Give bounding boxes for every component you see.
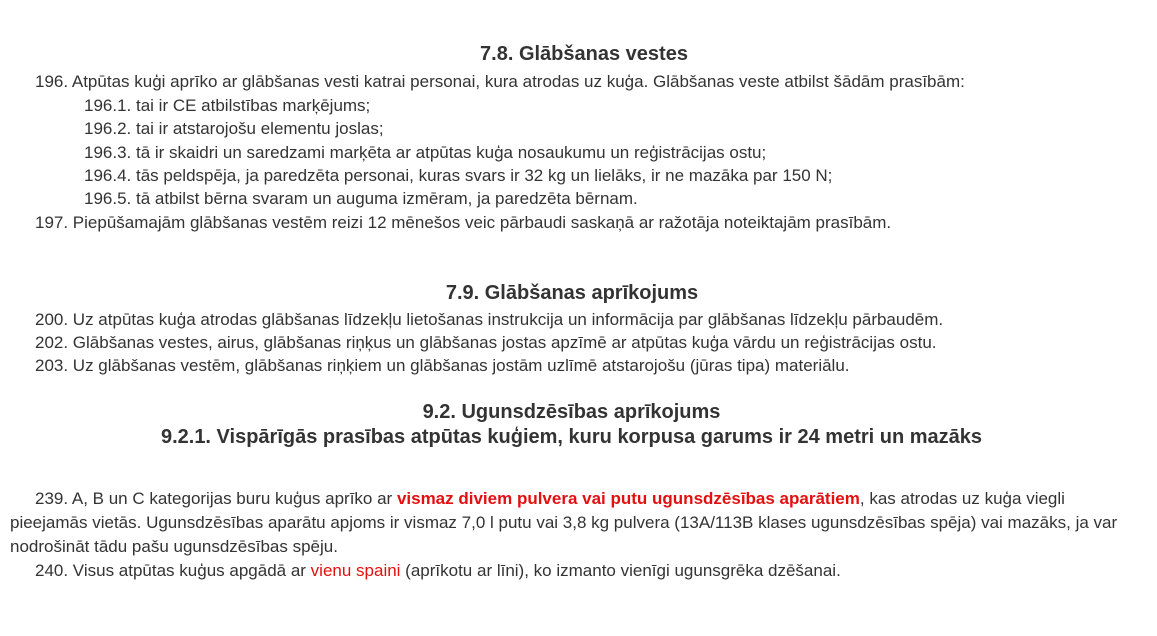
paragraph-239 <box>10 487 1134 559</box>
item-197: 197. Piepūšamajām glābšanas vestēm reizi 12 mēnešos veic pārbaudi saskaņā ar ražotāja noteiktajām prasībām. <box>35 213 892 232</box>
section-heading-7-9: 7.9. Glābšanas aprīkojums <box>445 282 699 304</box>
paragraph-239-highlight: vismaz diviem pulvera vai putu ugunsdzēsības aparātiem <box>396 489 860 508</box>
item-196-5: 196.5. tā atbilst bērna svaram un auguma izmēram, ja paredzēta bērnam. <box>84 189 638 208</box>
section-heading-9-2: 9.2. Ugunsdzēsības aprīkojums <box>422 401 721 423</box>
item-196-3: 196.3. tā ir skaidri un saredzami marķēta ar atpūtas kuģa nosaukumu un reģistrācijas ostu; <box>84 143 767 162</box>
paragraph-240 <box>35 559 841 582</box>
paragraph-240-highlight: vienu spaini <box>310 561 401 580</box>
paragraph-240-text-start: 240. Visus atpūtas kuģus apgādā ar <box>35 561 311 580</box>
item-196-1: 196.1. tai ir CE atbilstības marķējums; <box>84 96 371 115</box>
item-203: 203. Uz glābšanas vestēm, glābšanas riņķiem un glābšanas jostām uzlīmē atstarojošu (jūras tipa) materiālu. <box>35 356 850 375</box>
item-196: 196. Atpūtas kuģi aprīko ar glābšanas vesti katrai personai, kura atrodas uz kuģa. Glābšanas veste atbilst šādām prasībām: <box>35 72 965 91</box>
paragraph-239-text-start: 239. A, B un C kategorijas buru kuģus aprīko ar <box>35 489 397 508</box>
item-196-2: 196.2. tai ir atstarojošu elementu joslas; <box>84 119 384 138</box>
paragraph-240-text-end: (aprīkotu ar līni), ko izmanto vienīgi ugunsgrēka dzēšanai. <box>400 561 841 580</box>
subsection-heading-9-2-1: 9.2.1. Vispārīgās prasības atpūtas kuģiem, kuru korpusa garums ir 24 metri un mazāks <box>160 426 983 448</box>
item-196-4: 196.4. tās peldspēja, ja paredzēta personai, kuras svars ir 32 kg un lielāks, ir ne mazāka par 150 N; <box>84 166 833 185</box>
item-202: 202. Glābšanas vestes, airus, glābšanas riņķus un glābšanas jostas apzīmē ar atpūtas kuģa vārdu un reģistrācijas ostu. <box>35 333 937 352</box>
paragraph-239-text-end: , kas atrodas uz kuģa viegli pieejamās vietās. Ugunsdzēsības aparātu apjoms ir vismaz 7,0 l putu vai 3,8 kg pulvera (13A/113B klases ugunsdzēsības spēja) vai mazāks, ja var nodrošināt tādu pašu ugunsdzēsības spēju. <box>10 489 1118 556</box>
section-heading-7-8: 7.8. Glābšanas vestes <box>480 43 688 65</box>
item-200: 200. Uz atpūtas kuģa atrodas glābšanas līdzekļu lietošanas instrukcija un informācija par glābšanas līdzekļu pārbaudēm. <box>35 310 944 329</box>
